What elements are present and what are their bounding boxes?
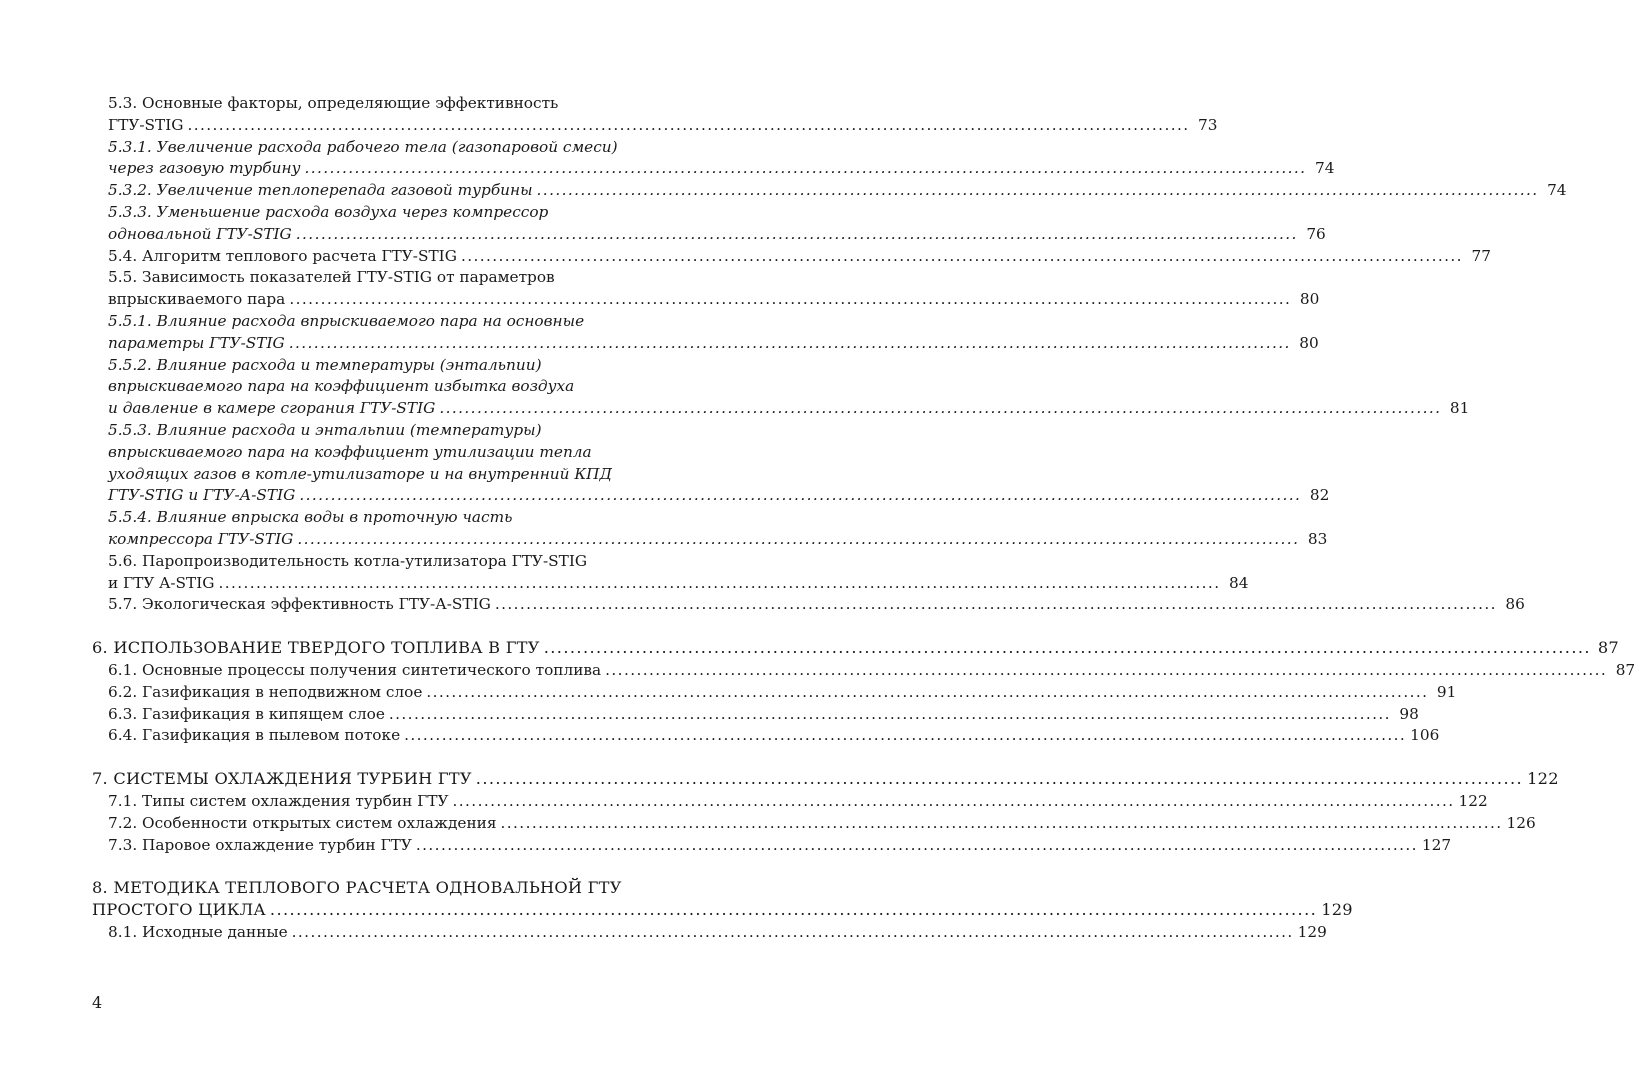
toc-entry-title: и давление в камере сгорания ГТУ-STIG xyxy=(108,399,436,418)
toc-entry-title: 7.1. Типы систем охлаждения турбин ГТУ xyxy=(108,792,449,810)
dot-leader: ................................................................................................................................................................ xyxy=(218,573,1221,592)
toc-page-number: 98 xyxy=(1399,704,1419,723)
toc-page-number: 87 xyxy=(1597,638,1619,658)
toc-line xyxy=(108,179,1567,201)
toc-line xyxy=(108,245,1491,267)
toc-page-number: 129 xyxy=(1297,923,1327,941)
dot-leader: ................................................................................................................................................................ xyxy=(475,769,1524,789)
toc-page-number: 91 xyxy=(1436,682,1457,701)
toc-entry-title: 6.4. Газификация в пылевом потоке xyxy=(108,726,401,745)
toc-line xyxy=(108,114,1218,136)
toc-entry-title: 6. ИСПОЛЬЗОВАНИЕ ТВЕРДОГО ТОПЛИВА В ГТУ xyxy=(92,638,540,658)
toc-page-number: 87 xyxy=(1615,661,1635,679)
toc-line: 5.3.1. Увеличение расхода рабочего тела (газопаровой смеси) xyxy=(108,137,618,156)
toc-line xyxy=(108,812,1536,834)
toc-page-number: 74 xyxy=(1314,159,1335,178)
toc-entry-title: ГТУ-STIG xyxy=(108,115,184,134)
dot-leader: ................................................................................................................................................................ xyxy=(304,159,1307,178)
toc-page-number: 127 xyxy=(1421,835,1452,854)
toc-line xyxy=(108,834,1452,856)
dot-leader: ................................................................................................................................................................ xyxy=(460,246,1463,265)
toc-entry-title: 7.2. Особенности открытых систем охлаждения xyxy=(108,813,497,832)
toc-line xyxy=(92,768,1559,790)
toc-line: 5.5.3. Влияние расхода и энтальпии (температуры) xyxy=(108,421,542,439)
toc-line xyxy=(108,921,1327,943)
dot-leader: ................................................................................................................................................................ xyxy=(297,530,1300,548)
toc-page-number: 106 xyxy=(1410,726,1440,745)
toc-line xyxy=(92,637,1619,659)
toc-entry-title: 7. СИСТЕМЫ ОХЛАЖДЕНИЯ ТУРБИН ГТУ xyxy=(92,769,472,789)
dot-leader: ................................................................................................................................................................ xyxy=(500,813,1503,832)
toc-page-number: 86 xyxy=(1505,595,1525,614)
toc-line xyxy=(108,528,1328,550)
dot-leader: ................................................................................................................................................................ xyxy=(388,704,1391,723)
toc-line xyxy=(108,572,1249,594)
toc-page-number: 80 xyxy=(1299,290,1320,309)
dot-leader: ................................................................................................................................................................ xyxy=(543,638,1591,658)
toc-page-number: 82 xyxy=(1309,486,1330,505)
toc-page-number: 122 xyxy=(1527,769,1559,789)
toc-entry-title: впрыскиваемого пара xyxy=(108,290,286,309)
toc-page-number: 76 xyxy=(1306,224,1326,243)
toc-line xyxy=(108,288,1320,310)
toc-line xyxy=(108,790,1488,812)
toc-entry-title: 8.1. Исходные данные xyxy=(108,923,288,941)
toc-line: 5.5.1. Влияние расхода впрыскиваемого пара на основные xyxy=(108,312,585,330)
toc-page-number: 83 xyxy=(1307,530,1328,548)
dot-leader: ................................................................................................................................................................ xyxy=(299,486,1302,505)
toc-line xyxy=(108,484,1330,506)
toc-page-number: 81 xyxy=(1449,399,1470,418)
toc-line: 5.5. Зависимость показателей ГТУ-STIG от параметров xyxy=(108,268,555,287)
toc-entry-title: ГТУ-STIG и ГТУ-А-STIG xyxy=(108,486,296,505)
dot-leader: ................................................................................................................................................................ xyxy=(415,835,1418,854)
dot-leader: ................................................................................................................................................................ xyxy=(426,682,1429,701)
toc-line: 5.3.3. Уменьшение расхода воздуха через компрессор xyxy=(108,203,549,221)
toc-line xyxy=(108,703,1419,725)
toc-entry-title: параметры ГТУ-STIG xyxy=(108,333,285,352)
toc-entry-title: компрессора ГТУ-STIG xyxy=(108,530,294,548)
toc-entry-title: 6.2. Газификация в неподвижном слое xyxy=(108,682,423,701)
toc-line: 5.5.2. Влияние расхода и температуры (энтальпии) xyxy=(108,355,542,374)
toc-line xyxy=(108,593,1525,615)
dot-leader: ................................................................................................................................................................ xyxy=(187,115,1190,134)
toc-entry-title: через газовую турбину xyxy=(108,159,301,178)
toc-page-number: 73 xyxy=(1198,115,1218,134)
toc-page-number: 129 xyxy=(1321,900,1353,920)
toc-line xyxy=(108,659,1635,681)
toc-entry-title: 6.3. Газификация в кипящем слое xyxy=(108,704,385,723)
dot-leader: ................................................................................................................................................................ xyxy=(295,224,1298,243)
toc-line xyxy=(108,724,1440,746)
toc-line: впрыскиваемого пара на коэффициент избытка воздуха xyxy=(108,377,575,396)
toc-page-number: 84 xyxy=(1229,573,1249,592)
toc-entry-title: 6.1. Основные процессы получения синтетического топлива xyxy=(108,661,602,679)
toc-line xyxy=(108,681,1457,703)
dot-leader: ................................................................................................................................................................ xyxy=(452,792,1455,810)
dot-leader: ................................................................................................................................................................ xyxy=(289,290,1292,309)
toc-line xyxy=(108,397,1470,419)
dot-leader: ................................................................................................................................................................ xyxy=(494,595,1497,614)
toc-entry-title: ПРОСТОГО ЦИКЛА xyxy=(92,900,266,920)
toc-line xyxy=(108,332,1319,354)
toc-line: 5.5.4. Влияние впрыска воды в проточную часть xyxy=(108,508,513,527)
toc-entry-title: 5.7. Экологическая эффективность ГТУ-А-STIG xyxy=(108,595,491,614)
dot-leader: ................................................................................................................................................................ xyxy=(536,181,1539,200)
toc-line: уходящих газов в котле-утилизаторе и на внутренний КПД xyxy=(108,464,612,483)
toc-line xyxy=(92,899,1353,921)
dot-leader: ................................................................................................................................................................ xyxy=(439,399,1442,418)
toc-entry-title: 5.4. Алгоритм теплового расчета ГТУ-STIG xyxy=(108,246,457,265)
dot-leader: ................................................................................................................................................................ xyxy=(605,661,1608,679)
dot-leader: ................................................................................................................................................................ xyxy=(404,726,1407,745)
toc-line: 5.3. Основные факторы, определяющие эффективность xyxy=(108,94,559,112)
toc-line: 5.6. Паропроизводительность котла-утилизатора ГТУ-STIG xyxy=(108,551,588,570)
toc-entry-title: 5.3.2. Увеличение теплоперепада газовой турбины xyxy=(108,181,533,200)
toc-line xyxy=(108,223,1326,245)
toc-page-number: 126 xyxy=(1506,813,1536,832)
toc-line: впрыскиваемого пара на коэффициент утилизации тепла xyxy=(108,442,592,461)
dot-leader: ................................................................................................................................................................ xyxy=(288,333,1291,352)
toc-entry-title: 7.3. Паровое охлаждение турбин ГТУ xyxy=(108,835,412,854)
toc-page-number: 122 xyxy=(1458,792,1488,810)
toc-page-number: 74 xyxy=(1547,181,1567,200)
toc-entry-title: и ГТУ A-STIG xyxy=(108,573,215,592)
toc-entry-title: одновальной ГТУ-STIG xyxy=(108,224,292,243)
dot-leader: ................................................................................................................................................................ xyxy=(269,900,1318,920)
page-number: 4 xyxy=(92,993,103,1012)
toc-line xyxy=(108,157,1335,179)
toc-page-number: 77 xyxy=(1471,246,1491,265)
toc-line: 8. МЕТОДИКА ТЕПЛОВОГО РАСЧЕТА ОДНОВАЛЬНОЙ ГТУ xyxy=(92,878,622,898)
dot-leader: ................................................................................................................................................................ xyxy=(291,923,1294,941)
toc-page-number: 80 xyxy=(1299,333,1319,352)
